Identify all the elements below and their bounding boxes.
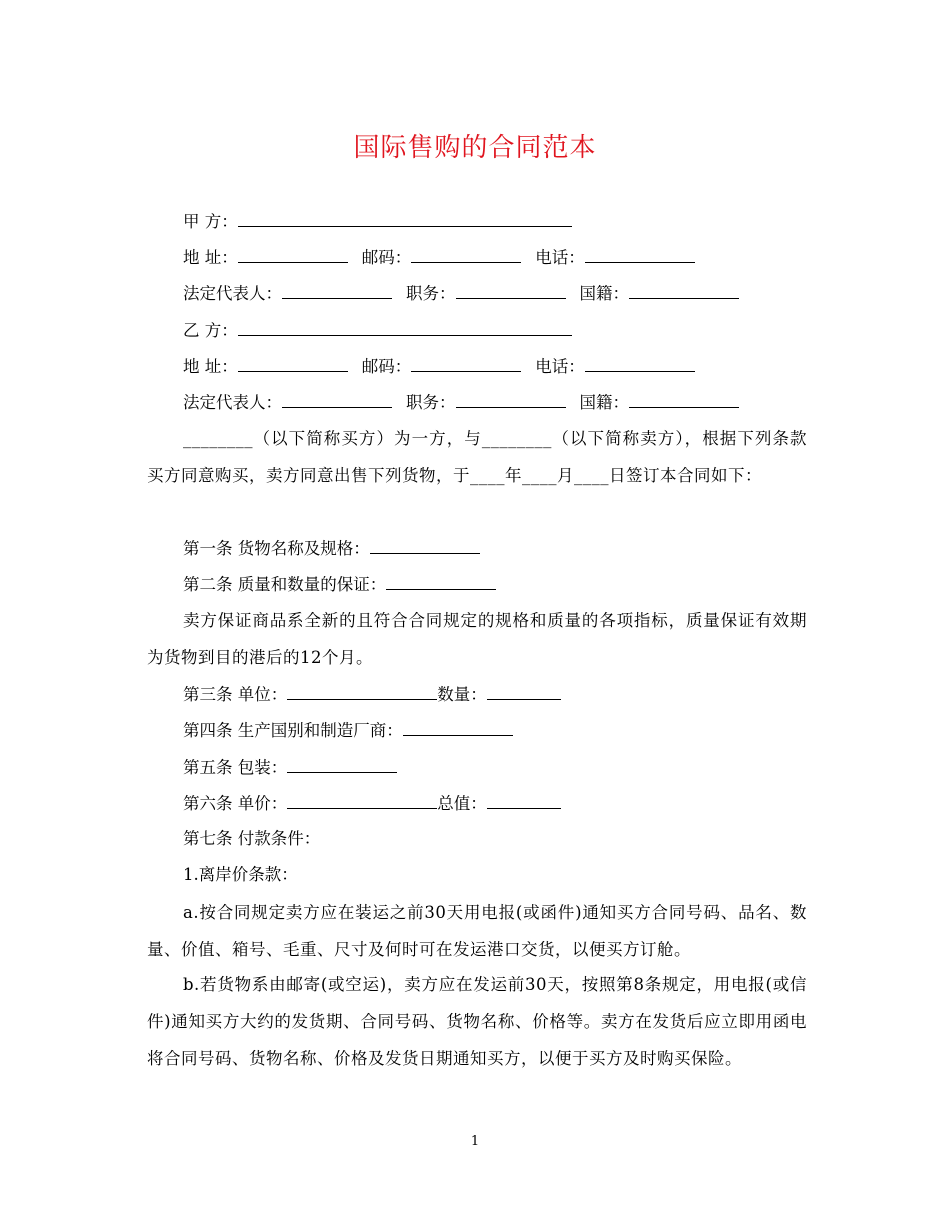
year-blank: ____ — [470, 466, 505, 485]
party-b-address-line — [183, 354, 807, 379]
party-a-postcode-blank — [411, 245, 521, 263]
party-a-nationality-blank — [629, 281, 739, 299]
article-3-unit-blank — [287, 682, 437, 700]
party-b-blank — [238, 318, 572, 336]
party-b-line — [183, 318, 807, 343]
party-a-rep-line — [183, 281, 807, 306]
article-5-blank — [287, 755, 397, 773]
party-a-nationality-label: 国籍： — [579, 284, 629, 303]
article-3 — [183, 682, 807, 707]
party-b-address-blank — [238, 354, 348, 372]
seller-blank: ________ — [481, 429, 552, 448]
article-5 — [183, 755, 807, 780]
article-6-price-label: 第六条 单价： — [183, 794, 288, 813]
party-a-address-label: 地 址： — [183, 248, 238, 267]
article-6-total-label: 总值： — [437, 794, 487, 813]
item-a-paragraph: a.按合同规定卖方应在装运之前30天用电报(或函件)通知买方合同号码、品名、数量、价值、箱号、毛重、尺寸及何时可在发运港口交货，以便买方订舱。 — [147, 903, 807, 959]
party-a-label: 甲 方： — [183, 212, 238, 231]
article-6-total-blank — [487, 791, 561, 809]
party-b-label: 乙 方： — [183, 321, 238, 340]
party-b-postcode-label: 邮码： — [361, 357, 412, 376]
article-1-label: 第一条 货物名称及规格： — [183, 539, 370, 558]
party-a-position-label: 职务： — [406, 284, 456, 303]
article-3-unit-label: 第三条 单位： — [183, 685, 288, 704]
preamble-text-1: （以下简称买方）为一方，与 — [253, 429, 482, 448]
party-a-postcode-label: 邮码： — [361, 248, 412, 267]
preamble-text-3: 日签订本合同如下： — [609, 466, 762, 485]
party-b-rep-line — [183, 390, 807, 415]
party-b-address-label: 地 址： — [183, 357, 238, 376]
party-b-postcode-blank — [411, 354, 521, 372]
party-a-blank — [238, 209, 572, 227]
article-2-blank — [386, 572, 496, 590]
preamble-text-2: （以下简称卖方），根据下列条款买方同意购买，卖方同意出售下列货物，于 — [147, 429, 808, 485]
party-b-position-blank — [456, 390, 566, 408]
article-3-qty-label: 数量： — [437, 685, 487, 704]
month-label: 月 — [557, 466, 574, 485]
item-1 — [183, 863, 807, 887]
party-a-position-blank — [456, 281, 566, 299]
article-6 — [183, 791, 807, 816]
day-blank: ____ — [574, 466, 609, 485]
party-a-rep-label: 法定代表人： — [183, 284, 282, 303]
article-1 — [183, 536, 807, 561]
article-7 — [183, 827, 807, 851]
article-6-price-blank — [287, 791, 437, 809]
party-b-phone-label: 电话： — [535, 357, 585, 376]
party-b-position-label: 职务： — [406, 393, 456, 412]
article-2-paragraph: 卖方保证商品系全新的且符合合同规定的规格和质量的各项指标，质量保证有效期为货物到目的港后的12个月。 — [147, 611, 807, 667]
article-4 — [183, 718, 807, 743]
party-b-rep-blank — [282, 390, 392, 408]
party-a-rep-blank — [282, 281, 392, 299]
party-b-nationality-blank — [629, 390, 739, 408]
article-4-blank — [403, 718, 513, 736]
year-label: 年 — [505, 466, 522, 485]
article-2-label: 第二条 质量和数量的保证： — [183, 575, 387, 594]
page-number: 1 — [470, 1134, 480, 1149]
article-4-label: 第四条 生产国别和制造厂商： — [183, 721, 403, 740]
party-a-phone-label: 电话： — [535, 248, 585, 267]
article-5-label: 第五条 包装： — [183, 758, 288, 777]
article-1-blank — [370, 536, 480, 554]
article-2 — [183, 572, 807, 597]
item-1-label: 1.离岸价条款： — [183, 865, 298, 884]
party-b-nationality-label: 国籍： — [579, 393, 629, 412]
month-blank: ____ — [522, 466, 557, 485]
party-b-phone-blank — [585, 354, 695, 372]
preamble-paragraph — [147, 420, 807, 494]
party-a-address-line — [183, 245, 807, 270]
party-a-address-blank — [238, 245, 348, 263]
article-7-label: 第七条 付款条件： — [183, 829, 321, 848]
party-a-phone-blank — [585, 245, 695, 263]
party-a-line — [183, 209, 807, 234]
party-b-rep-label: 法定代表人： — [183, 393, 282, 412]
buyer-blank: ________ — [183, 429, 253, 448]
article-3-qty-blank — [487, 682, 561, 700]
item-b-paragraph: b.若货物系由邮寄(或空运)，卖方应在发运前30天，按照第8条规定，用电报(或信件)通知买方大约的发货期、合同号码、货物名称、价格等。卖方在发货后应立即用函电将合同号码、货物名称、价格及发货日期通知买方，以便于买方及时购买保险。 — [147, 975, 807, 1068]
page-title: 国际售购的合同范本 — [353, 133, 597, 163]
